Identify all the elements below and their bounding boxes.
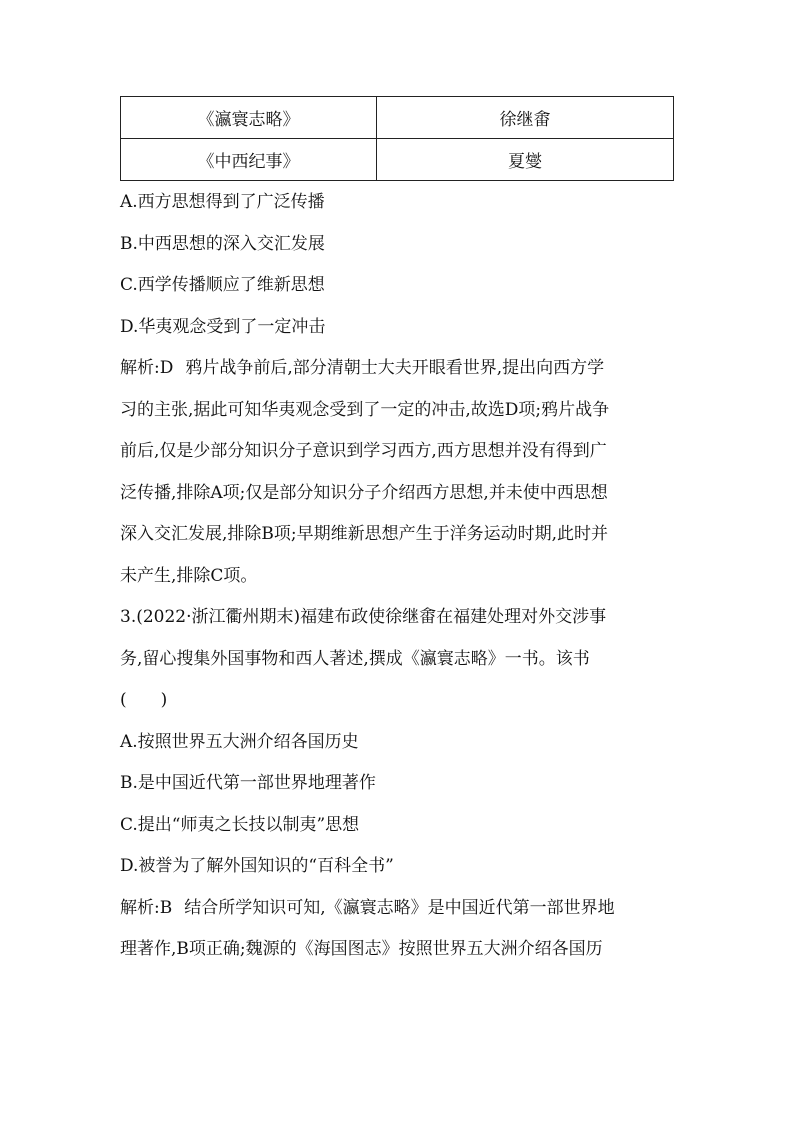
analysis-line: 深入交汇发展,排除B项;早期维新思想产生于洋务运动时期,此时并 (120, 524, 609, 544)
analysis-label: 解析:B (120, 897, 173, 918)
analysis-line: 未产生,排除C项。 (120, 565, 258, 586)
table-row (121, 97, 674, 139)
table-cell-author: 夏燮 (377, 139, 674, 181)
analysis-line: 习的主张,据此可知华夷观念受到了一定的冲击,故选D项;鸦片战争 (120, 399, 610, 420)
analysis-text: 结合所学知识可知,《瀛寰志略》是中国近代第一部世界地 (184, 897, 615, 918)
analysis-line: 泛传播,排除A项;仅是部分知识分子介绍西方思想,并未使中西思想 (120, 482, 608, 503)
option-a: A.按照世界五大洲介绍各国历史 (120, 731, 359, 752)
option-c: C.提出“师夷之长技以制夷”思想 (120, 814, 360, 835)
table-cell-author: 徐继畬 (377, 97, 674, 139)
analysis-line (120, 348, 680, 390)
analysis-label: 解析:D (120, 358, 174, 378)
answer-blank: ( ) (120, 690, 168, 710)
table-cell-book: 《中西纪事》 (121, 139, 377, 181)
option-c: C.西学传播顺应了维新思想 (120, 275, 325, 295)
option-a: A.西方思想得到了广泛传播 (120, 192, 325, 212)
option-b: B.中西思想的深入交汇发展 (120, 233, 325, 254)
analysis-line: 理著作,B项正确;魏源的《海国图志》按照世界五大洲介绍各国历 (120, 939, 603, 959)
book-author-table (120, 96, 674, 181)
analysis-line: 前后,仅是少部分知识分子意识到学习西方,西方思想并没有得到广 (120, 441, 607, 461)
table-row (121, 139, 674, 181)
option-b: B.是中国近代第一部世界地理著作 (120, 773, 376, 793)
option-d: D.华夷观念受到了一定冲击 (120, 316, 326, 337)
option-d: D.被誉为了解外国知识的“百科全书” (120, 856, 394, 876)
analysis-line (120, 888, 680, 930)
table-cell-book: 《瀛寰志略》 (121, 97, 377, 139)
analysis-text: 鸦片战争前后,部分清朝士大夫开眼看世界,提出向西方学 (185, 358, 605, 378)
question-stem-line: 3.(2022·浙江衢州期末)福建布政使徐继畬在福建处理对外交涉事 (120, 607, 607, 627)
document-body (120, 182, 680, 971)
question-stem-line: 务,留心搜集外国事物和西人著述,撰成《瀛寰志略》一书。该书 (120, 648, 590, 669)
